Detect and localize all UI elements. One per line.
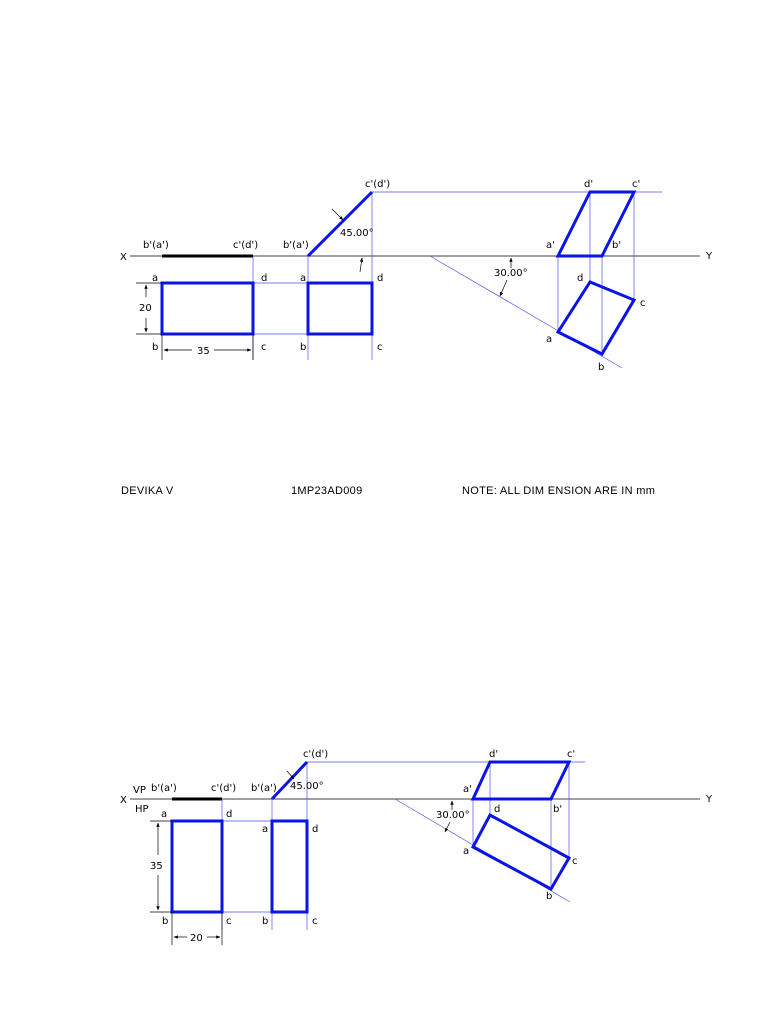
label-d-1: d [261, 273, 268, 284]
label-c-3: c [640, 298, 646, 309]
angle-30-arrow-bottom-2 [445, 822, 450, 832]
student-name: DEVIKA V [121, 485, 174, 497]
width-dimension-value-1: 35 [197, 346, 210, 357]
label-d-fv-4: d' [489, 749, 499, 760]
top-view-rectangle-1 [162, 283, 253, 334]
final-top-view-2 [473, 815, 569, 889]
label-fv-top-c-d-1: c'(d') [365, 179, 391, 190]
angle-45-label-2: 45.00° [290, 781, 324, 792]
label-d-6: d [494, 804, 501, 815]
label-b-3: b [598, 362, 605, 373]
axis-y-label-2: Y [706, 794, 713, 805]
label-b-4: b [162, 916, 169, 927]
axis-x-label-1: X [120, 252, 127, 263]
registration-number: 1MP23AD009 [291, 485, 363, 497]
label-fv-b-a-2: b'(a') [283, 240, 309, 251]
axis-y-label-1: Y [706, 251, 713, 262]
label-b-6: b [546, 891, 553, 902]
label-b-fv-3: b' [612, 240, 622, 251]
label-b-2: b [300, 342, 307, 353]
projector-lines-1 [253, 192, 662, 368]
label-a-6: a [463, 846, 470, 857]
label-c-1: c [261, 342, 267, 353]
label-b-1: b [152, 342, 159, 353]
height-dimension-value-1: 20 [139, 303, 152, 314]
height-dimension-value-2: 35 [150, 861, 163, 872]
label-d-4: d [226, 809, 233, 820]
label-a-1: a [152, 273, 159, 284]
units-note: NOTE: ALL DIM ENSION ARE IN mm [462, 485, 656, 497]
angle-45-label-1: 45.00° [340, 228, 374, 239]
label-d-3: d [577, 273, 584, 284]
label-c-fv-4: c' [567, 749, 576, 760]
label-a-2: a [300, 273, 307, 284]
label-fv-c-d-3: c'(d') [211, 783, 237, 794]
label-fv-b-a-1: b'(a') [143, 240, 169, 251]
figure-2 [120, 749, 713, 945]
label-c-6: c [572, 856, 578, 867]
axis-x-label-2: X [120, 795, 127, 806]
label-fv-top-c-d-2: c'(d') [303, 749, 329, 760]
label-d-fv-3: d' [584, 179, 594, 190]
top-view-rectangle-3 [172, 821, 222, 912]
top-view-rectangle-2 [308, 283, 372, 334]
label-c-4: c [226, 916, 232, 927]
label-fv-b-a-3: b'(a') [151, 783, 177, 794]
vp-label: VP [133, 785, 146, 796]
label-fv-b-a-4: b'(a') [251, 783, 277, 794]
label-b-5: b [262, 916, 269, 927]
final-front-view-2 [473, 762, 569, 799]
final-top-view-1 [558, 282, 634, 354]
label-fv-c-d-1: c'(d') [233, 240, 259, 251]
angle-30-arrow-bottom-1 [500, 280, 507, 296]
label-a-fv-3: a' [546, 240, 555, 251]
label-d-5: d [312, 824, 319, 835]
label-c-fv-3: c' [632, 179, 641, 190]
figure-1 [120, 179, 713, 373]
angle-30-label-2: 30.00° [436, 810, 470, 821]
label-a-3: a [546, 334, 553, 345]
inclined-front-view-1 [308, 192, 372, 256]
label-a-5: a [262, 824, 269, 835]
label-a-fv-4: a' [463, 784, 472, 795]
top-view-rectangle-4 [272, 821, 307, 912]
hp-label: HP [135, 804, 149, 815]
label-c-2: c [377, 342, 383, 353]
angle-45-arrow-1 [360, 258, 362, 272]
label-d-2: d [377, 273, 384, 284]
angle-45-arc-1 [332, 209, 343, 220]
label-c-5: c [312, 916, 318, 927]
final-front-view-1 [558, 192, 634, 256]
label-a-4: a [161, 809, 168, 820]
angle-30-label-1: 30.00° [494, 268, 528, 279]
label-b-fv-4: b' [553, 804, 563, 815]
width-dimension-value-2: 20 [190, 933, 203, 944]
